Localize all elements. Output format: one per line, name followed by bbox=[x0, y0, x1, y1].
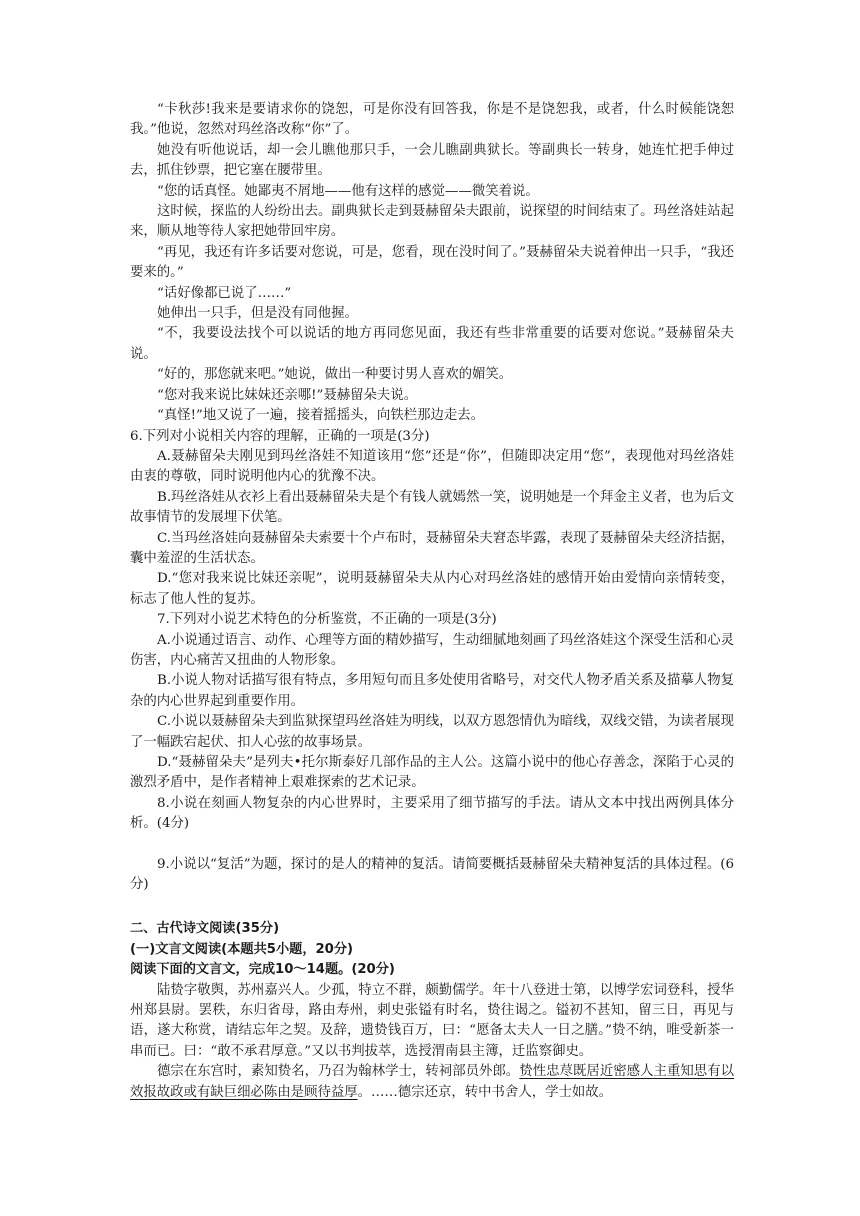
question-7-option-c: C.小说以聂赫留朵夫到监狱探望玛丝洛娃为明线，以双方恩怨情仇为暗线，双线交错，为读者展现了一幅跌宕起伏、扣人心弦的故事场景。 bbox=[130, 714, 734, 750]
story-paragraph-5: “再见，我还有许多话要对您说，可是，您看，现在没时间了。”聂赫留朵夫说着伸出一只手，“我还要来的。” bbox=[130, 244, 734, 281]
question-6-option-d: D.“您对我来说比妹还亲呢”，说明聂赫留朵夫从内心对玛丝洛娃的感情开始由爱情向亲情转变，标志了他人性的复苏。 bbox=[130, 571, 734, 607]
answer-space-9 bbox=[130, 895, 734, 919]
story-paragraph-11: “真怪!”地又说了一遍，接着摇摇头，向铁栏那边走去。 bbox=[157, 408, 485, 424]
document-page bbox=[130, 100, 734, 1103]
section-2-instruction: 阅读下面的文言文，完成10～14题。(20分) bbox=[130, 962, 395, 978]
story-paragraph-10: “您对我来说比妹妹还亲哪!”聂赫留朵夫说。 bbox=[157, 387, 418, 403]
story-paragraph-2: 她没有听他说话，却一会儿瞧他那只手，一会儿瞧副典狱长。等副典长一转身，她连忙把手伸过去，抓住钞票，把它塞在腰带里。 bbox=[130, 142, 734, 179]
classical-text-paragraph-2 bbox=[130, 1062, 734, 1103]
story-paragraph-9: “好的，那您就来吧。”她说，做出一种要讨男人喜欢的媚笑。 bbox=[157, 367, 513, 383]
story-paragraph-8: “不，我要设法找个可以说话的地方再同您见面，我还有些非常重要的话要对您说。”聂赫留朵夫说。 bbox=[130, 326, 734, 362]
story-paragraph-6: “话好像都已说了……” bbox=[157, 285, 292, 301]
classical-text-paragraph-1: 陆贽字敬舆，苏州嘉兴人。少孤，特立不群，颇勤儒学。年十八登进士第，以博学宏词登科，授华州郑县尉。罢秩，东归省母，路由寿州，刺史张镒有时名，贽往谒之。镒初不甚知，留三日，再见与语，遂大称赏，请结忘年之契。及辞，遗贽钱百万，曰：“愿备太夫人一日之膳。”贽不纳，唯受新茶一串而已。曰：“敢不承君厚意。”又以书判拔萃，选授渭南县主簿，迁监察御史。 bbox=[130, 982, 734, 1059]
section-2-subtitle: (一)文言文阅读(本题共5小题，20分) bbox=[130, 941, 354, 957]
classical-text-plain: 德宗在东宫时，素知贽名，乃召为翰林学士，转祠部员外郎。 bbox=[157, 1064, 520, 1080]
story-paragraph-3: “您的话真怪。她鄙夷不屑地——他有这样的感觉——微笑着说。 bbox=[157, 183, 539, 199]
question-7-stem: 7.下列对小说艺术特色的分析鉴赏，不正确的一项是(3分) bbox=[157, 612, 497, 628]
question-7-option-d: D.“聂赫留朵夫”是列夫•托尔斯泰好几部作品的主人公。这篇小说中的他心存善念，深陷于心灵的激烈矛盾中，是作者精神上艰难探索的艺术记录。 bbox=[130, 755, 734, 791]
classical-text-underlined-sentence: 贽性忠荩既居近密感人主重知思有以效报故政或有缺巨细必陈由是顾待益厚 bbox=[130, 1064, 735, 1100]
question-6-option-c: C.当玛丝洛娃向聂赫留朵夫索要十个卢布时，聂赫留朵夫窘态毕露，表现了聂赫留朵夫经济拮据，囊中羞涩的生活状态。 bbox=[130, 530, 734, 566]
question-9: 9.小说以“复活”为题，探讨的是人的精神的复活。请简要概括聂赫留朵夫精神复活的具体过程。(6分) bbox=[130, 856, 734, 893]
story-paragraph-7: 她伸出一只手，但是没有同他握。 bbox=[157, 306, 358, 322]
question-8: 8.小说在刻画人物复杂的内心世界时，主要采用了细节描写的手法。请从文本中找出两例具体分析。(4分) bbox=[130, 795, 734, 832]
section-2-title: 二、古代诗文阅读(35分) bbox=[130, 921, 280, 937]
question-6-option-b: B.玛丝洛娃从衣衫上看出聂赫留朵夫是个有钱人就嫣然一笑，说明她是一个拜金主义者，也为后文故事情节的发展埋下伏笔。 bbox=[130, 489, 734, 526]
answer-space-8 bbox=[130, 835, 734, 855]
question-7-option-a: A.小说通过语言、动作、心理等方面的精妙描写，生动细腻地刻画了玛丝洛娃这个深受生活和心灵伤害，内心痛苦又扭曲的人物形象。 bbox=[130, 632, 734, 668]
story-paragraph-4: 这时候，探监的人纷纷出去。副典狱长走到聂赫留朵夫跟前，说探望的时间结束了。玛丝洛娃站起来，顺从地等待人家把她带回牢房。 bbox=[130, 204, 734, 240]
question-6-option-a: A.聂赫留朵夫刚见到玛丝洛娃不知道该用“您”还是“你”，但随即决定用“您”，表现他对玛丝洛娃由衷的尊敬，同时说明他内心的犹豫不决。 bbox=[130, 448, 734, 485]
question-7-option-b: B.小说人物对话描写很有特点，多用短句而且多处使用省略号，对交代人物矛盾关系及描摹人物复杂的内心世界起到重要作用。 bbox=[130, 673, 734, 709]
classical-text-tail: 。……德宗还京，转中书舍人，学士如故。 bbox=[357, 1084, 613, 1100]
story-paragraph-1: “卡秋莎!我来是要请求你的饶恕，可是你没有回答我，你是不是饶恕我，或者，什么时候能饶恕我。”他说，忽然对玛丝洛改称“你”了。 bbox=[130, 102, 734, 138]
question-6-stem: 6.下列对小说相关内容的理解，正确的一项是(3分) bbox=[130, 428, 430, 444]
